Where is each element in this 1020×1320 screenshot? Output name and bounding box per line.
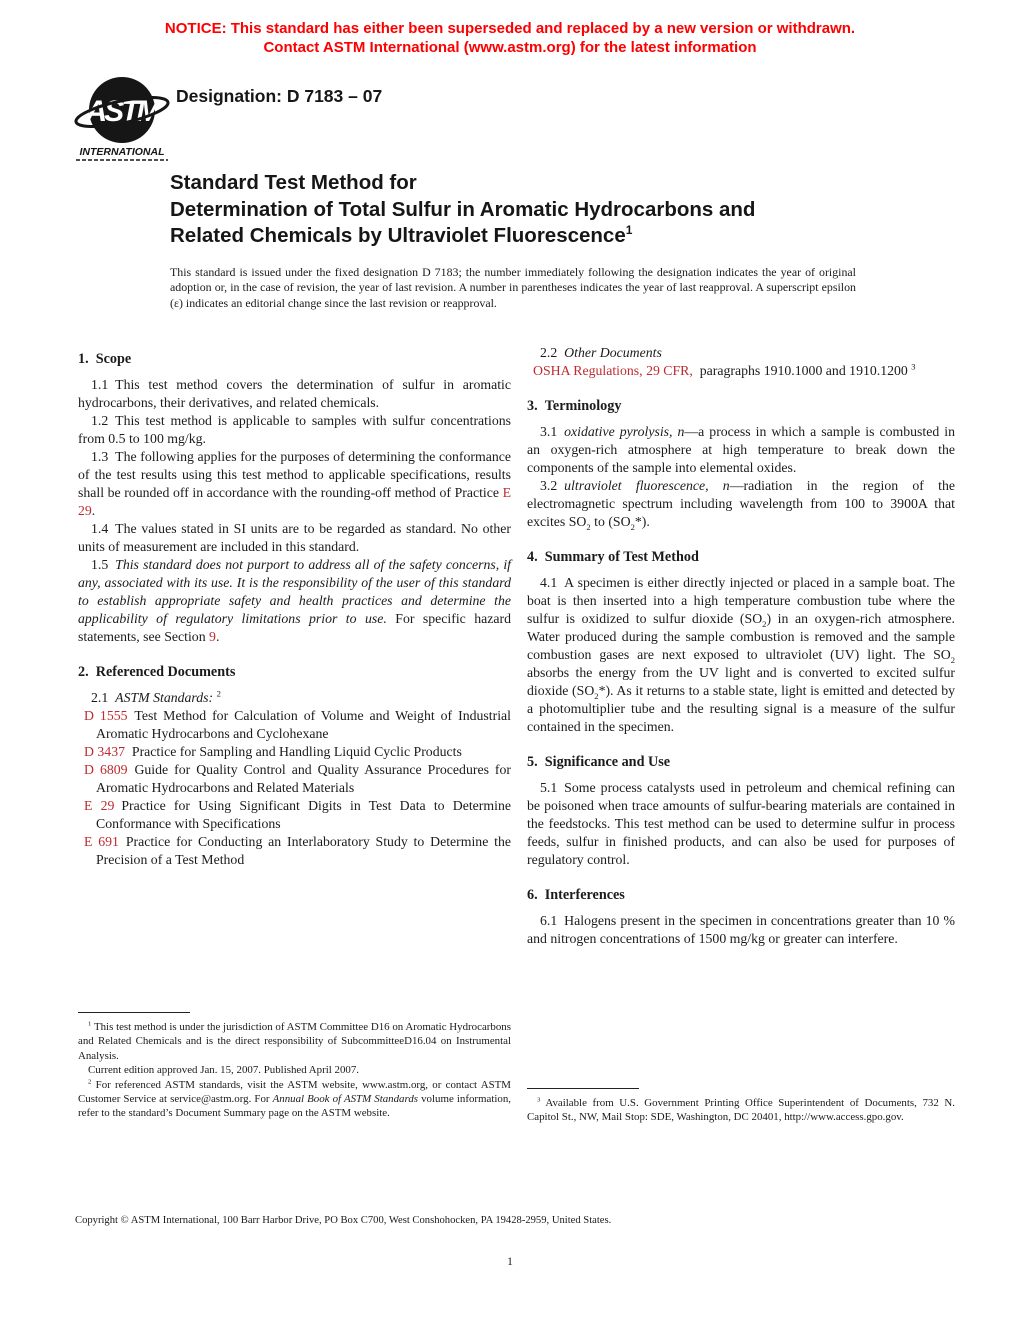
paragraph [78, 412, 511, 448]
footnote [78, 1078, 511, 1121]
reference-item [533, 361, 955, 380]
text-segment: 1. Scope [78, 351, 132, 367]
footnote-rule-right [527, 1088, 639, 1089]
text-segment: 2 [950, 654, 955, 665]
astm-logo-letters: ASTM [85, 95, 159, 128]
paragraph [527, 574, 955, 736]
text-segment: Practice for Using Significant Digits in Test Data to Determine Conformance with Specifications [96, 798, 511, 831]
text-segment: 3.1 [540, 424, 565, 439]
text-segment: ASTM Standards: [115, 690, 214, 705]
text-segment: Guide for Quality Control and Quality Assurance Procedures for Aromatic Hydrocarbons and Related Materials [96, 762, 512, 795]
text-segment: 1.5 [91, 557, 116, 572]
reference-item [84, 833, 511, 869]
text-segment: 2.2 [540, 345, 565, 360]
right-footnotes-body [527, 1096, 955, 1125]
page-number: 1 [507, 1256, 513, 1268]
title-line3 [170, 223, 882, 250]
text-segment: Practice for Sampling and Handling Liquid Cyclic Products [125, 744, 462, 759]
notice-line2: Contact ASTM International (www.astm.org) for the latest information [263, 38, 757, 56]
text-segment: *). [634, 514, 650, 529]
paragraph [527, 423, 955, 477]
footnote-rule-left [78, 1012, 190, 1013]
text-segment: 2 [630, 521, 635, 532]
astm-logo-graphic [72, 74, 172, 164]
title-line2: Determination of Total Sulfur in Aromatic Hydrocarbons and [170, 197, 756, 221]
text-segment: 6. Interferences [527, 887, 625, 903]
section-heading [527, 548, 955, 566]
text-segment: 1.4 The values stated in SI units are to be regarded as standard. No other units of measurement are included in this standard. [78, 521, 511, 554]
reference-item [84, 797, 511, 833]
text-segment: paragraphs 1910.1000 and 1910.1200 [692, 363, 912, 378]
text-segment: 2 [216, 688, 221, 699]
text-segment: Test Method for Calculation of Volume and Weight of Industrial Aromatic Hydrocarbons and Cyclohexane [96, 708, 511, 741]
reference-link-text: D 6809 [84, 762, 128, 777]
reference-item [84, 707, 511, 743]
left-footnotes [78, 1012, 511, 1121]
text-segment: Available from U.S. Government Printing Office Superintendent of Documents, 732 N. Capitol St., NW, Mail Stop: SDE, Washington, DC 20401, http://www.access.gpo.gov. [527, 1097, 955, 1124]
text-segment: 5. Significance and Use [527, 754, 671, 770]
paragraph [78, 520, 511, 556]
right-footnotes [527, 1088, 955, 1125]
paragraph [527, 344, 955, 362]
reference-item [84, 743, 511, 761]
text-segment: 2 [594, 690, 599, 701]
text-segment: 1.2 This test method is applicable to samples with sulfur concentrations from 0.5 to 100 mg/kg. [78, 413, 511, 446]
section-heading [78, 663, 511, 681]
reference-link-text: E 691 [84, 834, 119, 849]
text-segment: —radiation in the region of the electromagnetic spectrum including wavelength from 100 to 3900A that excites SO [527, 478, 955, 529]
text-segment: 6.1 Halogens present in the specimen in concentrations greater than 10 % and nitrogen concentrations of 1500 mg/kg or greater can interfere. [527, 913, 955, 946]
text-segment: . [91, 503, 96, 518]
text-segment: For specific hazard statements, see Section [78, 611, 511, 644]
text-segment: oxidative pyrolysis, n [564, 424, 685, 439]
text-segment: volume information, refer to the standard’s Document Summary page on the ASTM website. [78, 1093, 511, 1120]
left-footnotes-body [78, 1020, 511, 1121]
text-segment: Annual Book of ASTM Standards [272, 1093, 419, 1106]
notice-line1: NOTICE: This standard has either been superseded and replaced by a new version or withdrawn. [164, 20, 856, 37]
copyright-line: Copyright © ASTM International, 100 Barr Harbor Drive, PO Box C700, West Conshohocken, PA 19428-2959, United States. [75, 1215, 612, 1226]
paragraph [527, 779, 955, 869]
title-footnote-marker: 1 [625, 223, 633, 238]
section-heading [527, 397, 955, 415]
title-line1: Standard Test Method for [170, 171, 417, 194]
text-segment: 4.1 A specimen is either directly injected or placed in a sample boat. The boat is then inserted into a high temperature combustion tube where the sulfur is oxidized to sulfur dioxide (SO [527, 575, 955, 626]
text-segment: ) in an oxygen-rich atmosphere. Water produced during the sample combustion is removed and the sample combustion gases are next exposed to ultraviolet (UV) light. The SO [527, 611, 955, 662]
text-segment: 2. Referenced Documents [78, 664, 236, 680]
supersession-notice [0, 20, 1020, 57]
section-heading [527, 886, 955, 904]
text-segment: 2.1 [91, 690, 116, 705]
text-segment: 2 [762, 618, 767, 629]
text-segment: *). As it returns to a stable state, light is emitted and detected by a photomultiplier tube and the resulting signal is a measure of the sulfur contained in the specimen. [527, 683, 955, 734]
footnote [78, 1063, 511, 1077]
paragraph [527, 912, 955, 948]
text-segment: 4. Summary of Test Method [527, 549, 699, 565]
reference-link-text: D 3437 [84, 744, 126, 759]
text-segment: 3. Terminology [527, 398, 622, 414]
text-segment: For referenced ASTM standards, visit the ASTM website, www.astm.org, or contact ASTM Customer Service at service@astm.org. For [78, 1078, 511, 1106]
left-column [78, 344, 511, 869]
document-title [170, 170, 882, 250]
title-line3-text: Related Chemicals by Ultraviolet Fluorescence [170, 224, 626, 247]
reference-link-text: OSHA Regulations, 29 CFR, [533, 363, 693, 378]
text-segment: —a process in which a sample is combusted in an oxygen-rich atmosphere at high temperature to break down the components of the sample into elemental oxides. [527, 424, 955, 475]
astm-logo [72, 74, 172, 169]
text-segment: This test method is under the jurisdiction of ASTM Committee D16 on Aromatic Hydrocarbons and Related Chemicals and is the direct responsibility of SubcommitteeD16.04 on Instrumental Analysis. [78, 1021, 511, 1062]
text-segment: 3.2 [540, 478, 565, 493]
reference-item [84, 761, 512, 797]
text-segment: Other Documents [564, 345, 662, 360]
section-heading [78, 350, 511, 368]
paragraph [78, 556, 511, 646]
text-segment: 2 [88, 1078, 92, 1085]
reference-link-text: E 29 [84, 798, 115, 813]
paragraph [78, 448, 511, 520]
text-segment: 2 [586, 521, 591, 532]
reference-link-text: D 1555 [84, 708, 128, 723]
text-segment: 3 [911, 361, 916, 372]
text-segment: This standard does not purport to address all of the safety concerns, if any, associated with its use. It is the responsibility of the user of this standard to establish appropriate safety and health practices and determine the applicability of regulatory limitations prior to use. [78, 557, 511, 626]
text-segment: Current edition approved Jan. 15, 2007. Published April 2007. [88, 1064, 360, 1077]
text-segment: 1 [88, 1020, 92, 1028]
footnote [78, 1020, 511, 1063]
paragraph [527, 477, 955, 531]
reference-link-text: E 29 [78, 485, 511, 518]
text-segment: ultraviolet fluorescence, n [564, 478, 730, 493]
text-segment: 1.3 The following applies for the purposes of determining the conformance of the test results using this test method to applicable specifications, results shall be rounded off in accordance with the rounding-off method of Practice [78, 449, 511, 500]
text-segment: 1.1 This test method covers the determination of sulfur in aromatic hydrocarbons, their derivatives, and related chemicals. [78, 377, 511, 410]
paragraph [78, 376, 511, 412]
designation-label: Designation: D 7183 – 07 [176, 86, 383, 106]
text-segment: . [215, 629, 220, 644]
text-segment: 5.1 Some process catalysts used in petroleum and chemical refining can be poisoned when trace amounts of sulfur-bearing materials are contained in the feedstocks. This test method can be used to determine sulfur in process feeds, sulfur in finished products, and can also be used for purposes of regulatory control. [527, 780, 955, 867]
footnote [527, 1096, 955, 1125]
text-segment: Practice for Conducting an Interlaboratory Study to Determine the Precision of a Test Method [96, 834, 511, 867]
text-segment: 3 [537, 1096, 541, 1104]
reference-link-text: 9 [209, 629, 216, 644]
right-column [527, 344, 955, 948]
text-segment: absorbs the energy from the UV light and is converted to excited sulfur dioxide (SO [527, 665, 955, 698]
text-segment: to (SO [590, 514, 631, 529]
paragraph [78, 689, 511, 707]
section-heading [527, 753, 955, 771]
astm-logo-subtitle: INTERNATIONAL [79, 146, 165, 158]
issuing-statement: This standard is issued under the fixed designation D 7183; the number immediately following the designation indicates the year of original adoption or, in the case of revision, the year of last revision. A number in parentheses indicates the year of last reapproval. A superscript epsilon (ε) indicates an editorial change since the last revision or reapproval. [170, 265, 856, 310]
